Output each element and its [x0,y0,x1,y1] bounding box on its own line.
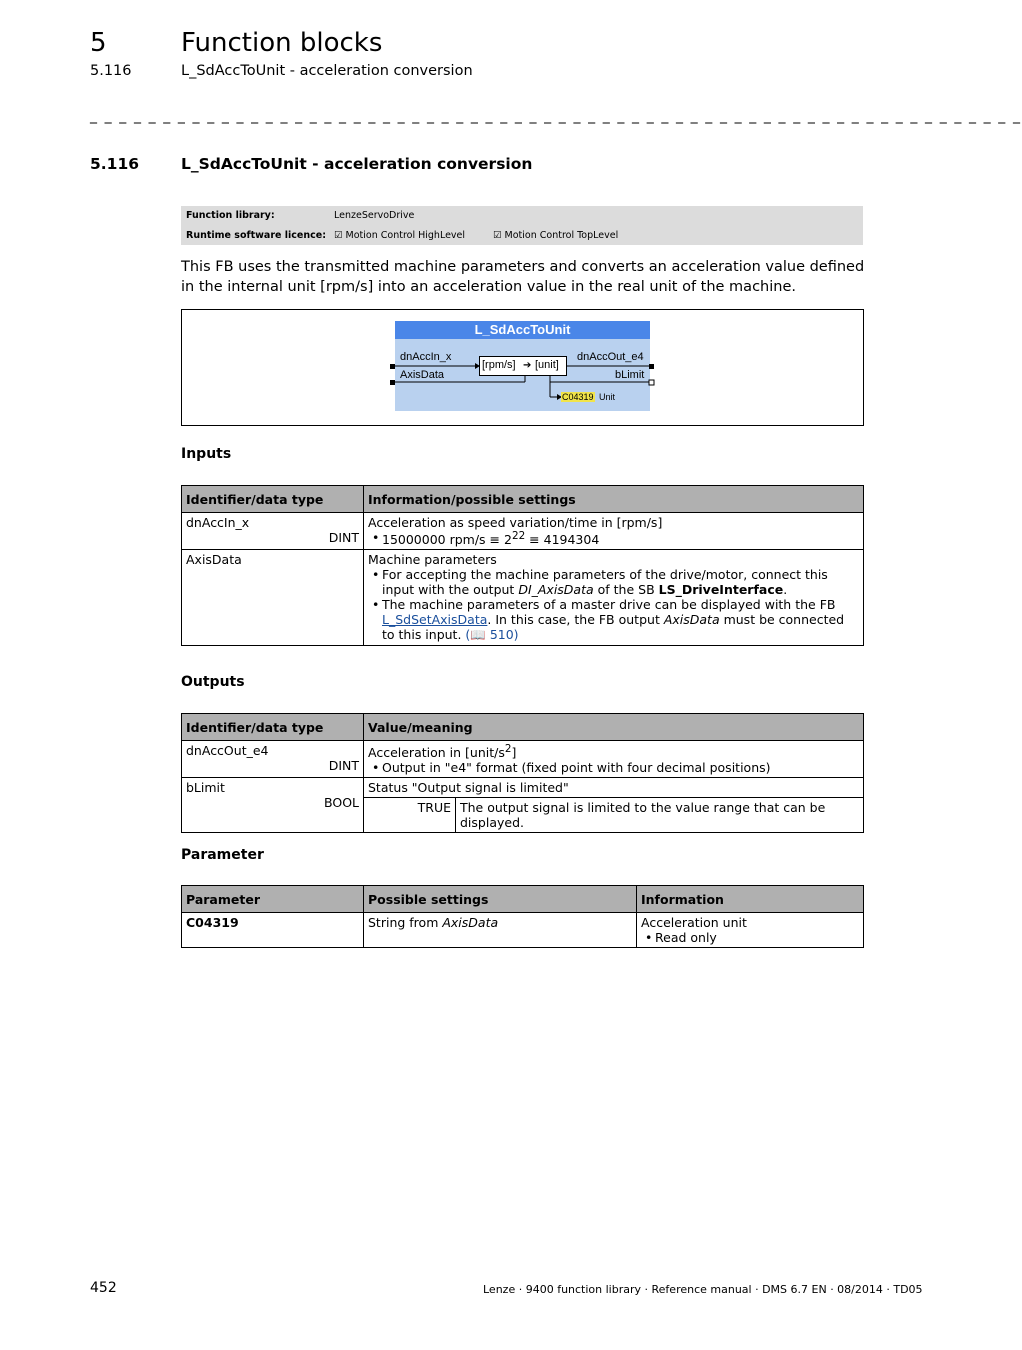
list-item: • Output in "e4" format (fixed point with four decimal positions) [382,760,859,775]
inputs-col-identifier: Identifier/data type [182,486,364,513]
function-block-title: L_SdAccToUnit [395,321,650,339]
unit-conversion-box [479,356,567,376]
output-value: TRUE [364,798,456,833]
section-title: L_SdAccToUnit - acceleration conversion [181,63,473,79]
output-type: BOOL [324,795,359,811]
parameter-code: C04319 [186,915,239,930]
outputs-heading: Outputs [181,674,245,690]
output-meaning: The output signal is limited to the value range that can be displayed. [456,798,864,833]
output-type: DINT [328,758,359,773]
function-library-label: Function library: [186,210,275,221]
inputs-table [181,485,864,646]
parameter-setting: String from AxisData [364,913,637,948]
list-item: • For accepting the machine parameters of the drive/motor, connect this input with the output DI_AxisData of the SB LS_DriveInterface. [382,567,859,597]
table-row [182,913,864,948]
input-pin-axisdata [390,380,395,385]
input-type: DINT [328,530,359,545]
output-pin-blimit [649,380,654,385]
inputs-col-info: Information/possible settings [364,486,864,513]
output-info: Status "Output signal is limited" [364,778,864,798]
list-item: • The machine parameters of a master drive can be displayed with the FB L_SdSetAxisData. In this case, the FB output AxisData must be connected to this input. (📖 510) [382,597,859,643]
licence-label: Runtime software licence: [186,230,326,241]
input-info: Machine parameters [368,552,497,568]
table-row [182,513,864,550]
outputs-table [181,713,864,833]
input-id: dnAccIn_x [186,515,250,530]
section-number: 5.116 [90,63,132,79]
parameter-col-settings: Possible settings [364,886,637,913]
licence-option-toplevel: ☑ Motion Control TopLevel [493,230,619,241]
outputs-header-row [182,714,864,741]
header-separator: _ _ _ _ _ _ _ _ _ _ _ _ _ _ _ _ _ _ _ _ _ _ _ _ _ _ _ _ _ _ _ _ _ _ _ _ _ _ _ _ _ _ _ _ _ _ _ _ _ _ _ _ _ _ _ _ _ _ _ _ _ _ _ _ [90,108,1022,124]
link-l-sdsetaxisdata[interactable]: L_SdSetAxisData [382,612,488,628]
licence-option-highlevel: ☑ Motion Control HighLevel [334,230,466,241]
conv-from-label: [rpm/s] [482,359,516,371]
parameter-info: Acceleration unit [641,915,747,930]
label-axisdata: AxisData [400,369,445,381]
label-dnaccout: dnAccOut_e4 [577,351,644,363]
parameter-col-parameter: Parameter [182,886,364,913]
output-id: dnAccOut_e4 [186,743,269,758]
parameter-table [181,885,864,948]
chapter-number: 5 [90,28,107,58]
input-id: AxisData [186,552,242,568]
table-row [182,550,864,646]
list-item: • 15000000 $rpm/s \equiv 2^{22} \equiv 4194304$ [382,530,859,547]
label-dnaccin: dnAccIn_x [400,351,452,363]
input-info: Acceleration as speed variation/time in [rpm/s] [368,515,663,530]
table-row [182,741,864,778]
input-pin-dnaccin [390,364,395,369]
heading-title: L_SdAccToUnit - acceleration conversion [181,155,533,173]
label-blimit: bLimit [615,369,645,381]
inputs-heading: Inputs [181,446,232,462]
conv-to-label: [unit] [535,359,559,371]
inputs-header-row [182,486,864,513]
outputs-col-value: Value/meaning [364,714,864,741]
outputs-col-identifier: Identifier/data type [182,714,364,741]
parameter-header-row [182,886,864,913]
parameter-heading: Parameter [181,847,264,863]
function-library-value: LenzeServoDrive [334,210,415,221]
table-row [182,778,864,798]
list-item: • Read only [655,930,859,945]
footer-text: Lenze · 9400 function library · Reference manual · DMS 6.7 EN · 08/2014 · TD05 [483,1283,923,1296]
output-id: bLimit [186,780,225,796]
code-c04319: C04319 [562,392,594,402]
conv-arrow-icon: ➔ [523,360,532,371]
parameter-col-information: Information [637,886,864,913]
heading-number: 5.116 [90,155,140,173]
chapter-title: Function blocks [181,28,383,58]
output-info: Acceleration in $[unit/s^2]$ [368,743,517,761]
intro-paragraph: This FB uses the transmitted machine parameters and converts an acceleration value defined in the internal unit [rpm/s] into an acceleration value in the real unit of the machine. [181,259,865,295]
page-number: 452 [90,1280,117,1296]
code-unit-label: Unit [599,392,616,402]
page-reference-link[interactable]: (📖 510) [465,627,519,643]
output-pin-dnaccout [649,364,654,369]
library-info-box [181,206,863,245]
